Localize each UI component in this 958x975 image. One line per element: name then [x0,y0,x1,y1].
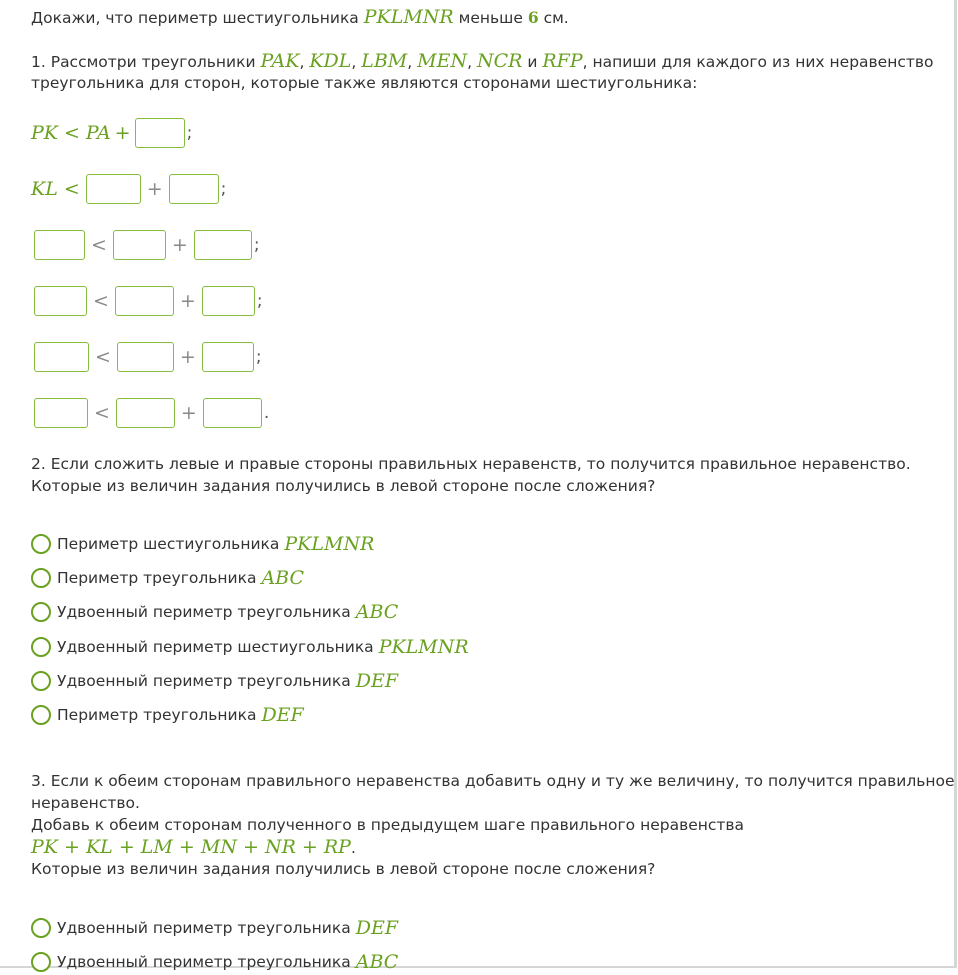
step1-line1: 1. Рассмотри треугольники PAK, KDL, LBM, MEN, NCR и RFP, напиши для каждого из них неравенство [31,50,934,72]
answer-input[interactable] [34,286,87,316]
step2-line1: 2. Если сложить левые и правые стороны правильных неравенств, то получится правильное неравенство. [31,455,911,473]
triangle-name: MEN [417,50,468,72]
answer-input[interactable] [202,286,255,316]
inequality-row-3: < + ; [34,228,260,262]
answer-input[interactable] [115,286,174,316]
step3-line5: Которые из величин задания получились в левой стороне после сложения? [31,860,656,878]
step3-option[interactable]: Удвоенный периметр треугольника DEF [31,915,398,941]
step2-line2: Которые из величин задания получились в левой стороне после сложения? [31,477,656,495]
answer-input[interactable] [169,174,219,204]
perimeter-limit: 6 [527,8,539,27]
inequality-row-4: < + ; [34,284,263,318]
step3-line2: неравенство. [31,794,140,812]
inequality-row-1: PK < PA + ; [31,116,192,150]
radio-button[interactable] [31,637,51,657]
radio-button[interactable] [31,671,51,691]
triangle-name: LBM [361,50,408,72]
step3-option[interactable]: Удвоенный периметр треугольника ABC [31,949,398,975]
step2-option[interactable]: Периметр шестиугольника PKLMNR [31,531,374,557]
step3-formula-line: PK + KL + LM + MN + NR + RP. [31,836,356,858]
answer-input[interactable] [135,118,185,148]
answer-input[interactable] [117,342,174,372]
answer-input[interactable] [86,174,141,204]
step2-option[interactable]: Удвоенный периметр треугольника DEF [31,668,398,694]
radio-button[interactable] [31,918,51,938]
radio-button[interactable] [31,568,51,588]
inequality-row-2: KL < + ; [31,172,226,206]
answer-input[interactable] [34,230,85,260]
step1-line2: треугольника для сторон, которые также являются сторонами шестиугольника: [31,74,698,92]
hexagon-name: PKLMNR [363,6,454,28]
radio-button[interactable] [31,602,51,622]
step2-option[interactable]: Удвоенный периметр шестиугольника PKLMNR [31,634,469,660]
triangle-name: PAK [260,50,300,72]
triangle-name: RFP [542,50,583,72]
answer-input[interactable] [194,230,252,260]
radio-button[interactable] [31,952,51,972]
radio-button[interactable] [31,705,51,725]
inequality-row-6: < + . [34,396,269,430]
answer-input[interactable] [203,398,262,428]
triangle-name: NCR [476,50,523,72]
radio-button[interactable] [31,534,51,554]
answer-input[interactable] [116,398,175,428]
inequality-row-5: < + ; [34,340,262,374]
step2-option[interactable]: Удвоенный периметр треугольника ABC [31,599,398,625]
perimeter-formula: PK + KL + LM + MN + NR + RP [31,836,351,858]
prove-statement: Докажи, что периметр шестиугольника PKLMNR меньше 6 см. [31,6,569,28]
step3-line1: 3. Если к обеим сторонам правильного неравенства добавить одну и ту же величину, то получится правильное [31,772,955,790]
step2-option[interactable]: Периметр треугольника DEF [31,702,304,728]
answer-input[interactable] [34,398,88,428]
step2-option[interactable]: Периметр треугольника ABC [31,565,304,591]
answer-input[interactable] [202,342,254,372]
triangle-name: KDL [309,50,352,72]
step3-line3: Добавь к обеим сторонам полученного в предыдущем шаге правильного неравенства [31,816,745,834]
answer-input[interactable] [34,342,89,372]
answer-input[interactable] [113,230,166,260]
